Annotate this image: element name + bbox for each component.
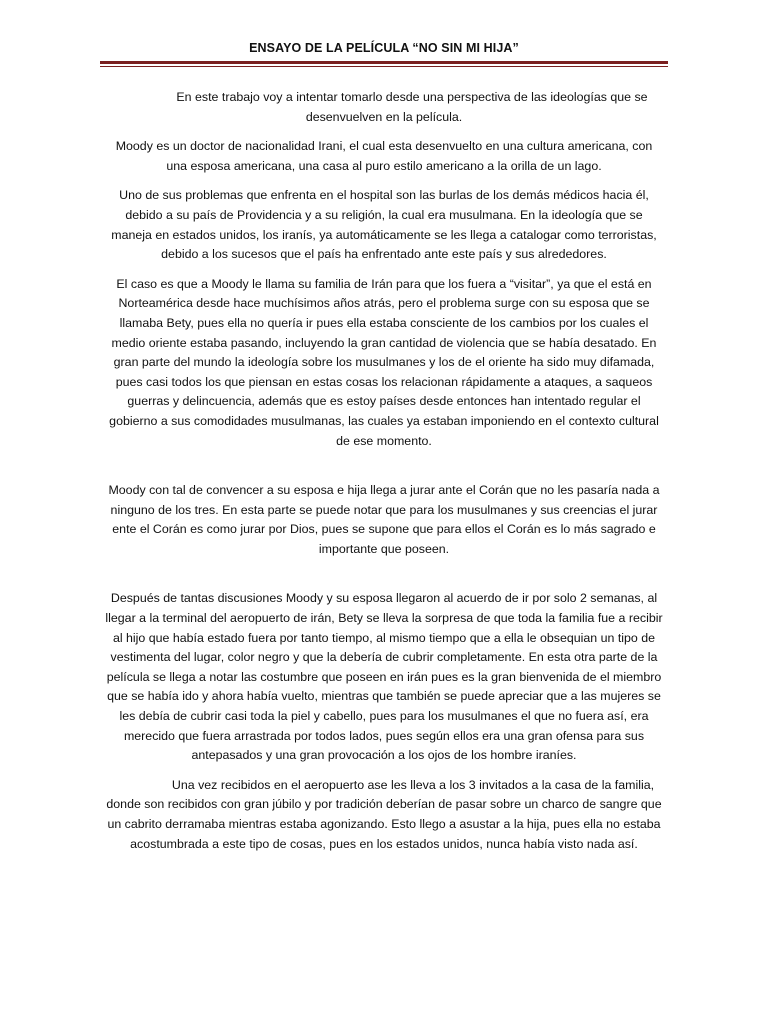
paragraph-arrival: Una vez recibidos en el aeropuerto ase les lleva a los 3 invitados a la casa de la familia, donde son recibidos con gran júbilo y por tradición deberían de pasar sobre un charco de sangre que un cabrito derramaba mientras estaba agonizando. Esto llego a asustar a la hija, pues ella no estaba acostumbrada a este tipo de cosas, pues en los estados unidos, nunca había visto nada así. bbox=[106, 777, 662, 851]
document-title: ENSAYO DE LA PELÍCULA “NO SIN MI HIJA” bbox=[249, 41, 519, 55]
header-rule-thick bbox=[100, 61, 668, 64]
paragraph-family-call: El caso es que a Moody le llama su familia de Irán para que los fuera a “visitar”, ya que el está en Norteamérica desde hace muchísimos años atrás, pero el problema surge con su esposa que se llamaba Bety, pues ella no quería ir pues ella estaba consciente de los cambios por los cuales el medio oriente estaba pasando, incluyendo la gran cantidad de violencia que se había desatado. En gran parte del mundo la ideología sobre los musulmanes y los de el oriente ha sido muy difamada, pues casi todos los que piensan en estas cosas los relacionan rápidamente a ataques, a saqueos guerras y delincuencia, además que es estoy países desde entonces han intentado regular el gobierno a sus comodidades musulmanas, las cuales ya estaban imponiendo en el contexto cultural de ese momento. bbox=[109, 276, 659, 448]
paragraph-moody: Moody es un doctor de nacionalidad Irani, el cual esta desenvuelto en una cultura americana, con una esposa americana, una casa al puro estilo americano a la orilla de un lago. bbox=[115, 139, 653, 173]
paragraph-hospital: Uno de sus problemas que enfrenta en el hospital son las burlas de los demás médicos hacia él, debido a su país de Providencia y a su religión, la cual era musulmana. En la ideología que se maneja en estados unidos, los iranís, ya automáticamente se les llega a catalogar como terroristas, debido a los sucesos que el país ha enfrentado ante este país y sus alrededores. bbox=[111, 188, 657, 262]
paragraph-intro: En este trabajo voy a intentar tomarlo desde una perspectiva de las ideologías que se desenvuelven en la película. bbox=[176, 90, 648, 124]
paragraph-airport: Después de tantas discusiones Moody y su esposa llegaron al acuerdo de ir por solo 2 semanas, al llegar a la terminal del aeropuerto de irán, Bety se lleva la sorpresa de que toda la familia fue a recibir al hijo que había estado fuera por tanto tiempo, al mismo tiempo que a ella le obsequian un tipo de vestimenta del lugar, color negro y que la debería de cubrir completamente. En esta otra parte de la película se llega a notar las costumbre que poseen en irán pues es la gran bienvenida de el miembro que se había ido y ahora había vuelto, mientras que también se puede apreciar que a las mujeres se les debía de cubrir casi toda la piel y cabello, pues para los musulmanes el que no fuera así, era merecido que fuera arrastrada por todos lados, pues según ellos era una gran ofensa para sus antepasados y una gran provocación a los ojos de los hombre iraníes. bbox=[105, 591, 663, 763]
document-body bbox=[104, 88, 664, 864]
paragraph-coran: Moody con tal de convencer a su esposa e hija llega a jurar ante el Corán que no les pasaría nada a ninguno de los tres. En esta parte se puede notar que para los musulmanes y sus creencias el jurar ente el Corán es como jurar por Dios, pues se supone que para ellos el Corán es lo más sagrado e importante que poseen. bbox=[108, 483, 660, 556]
header-rule-thin bbox=[100, 66, 668, 67]
